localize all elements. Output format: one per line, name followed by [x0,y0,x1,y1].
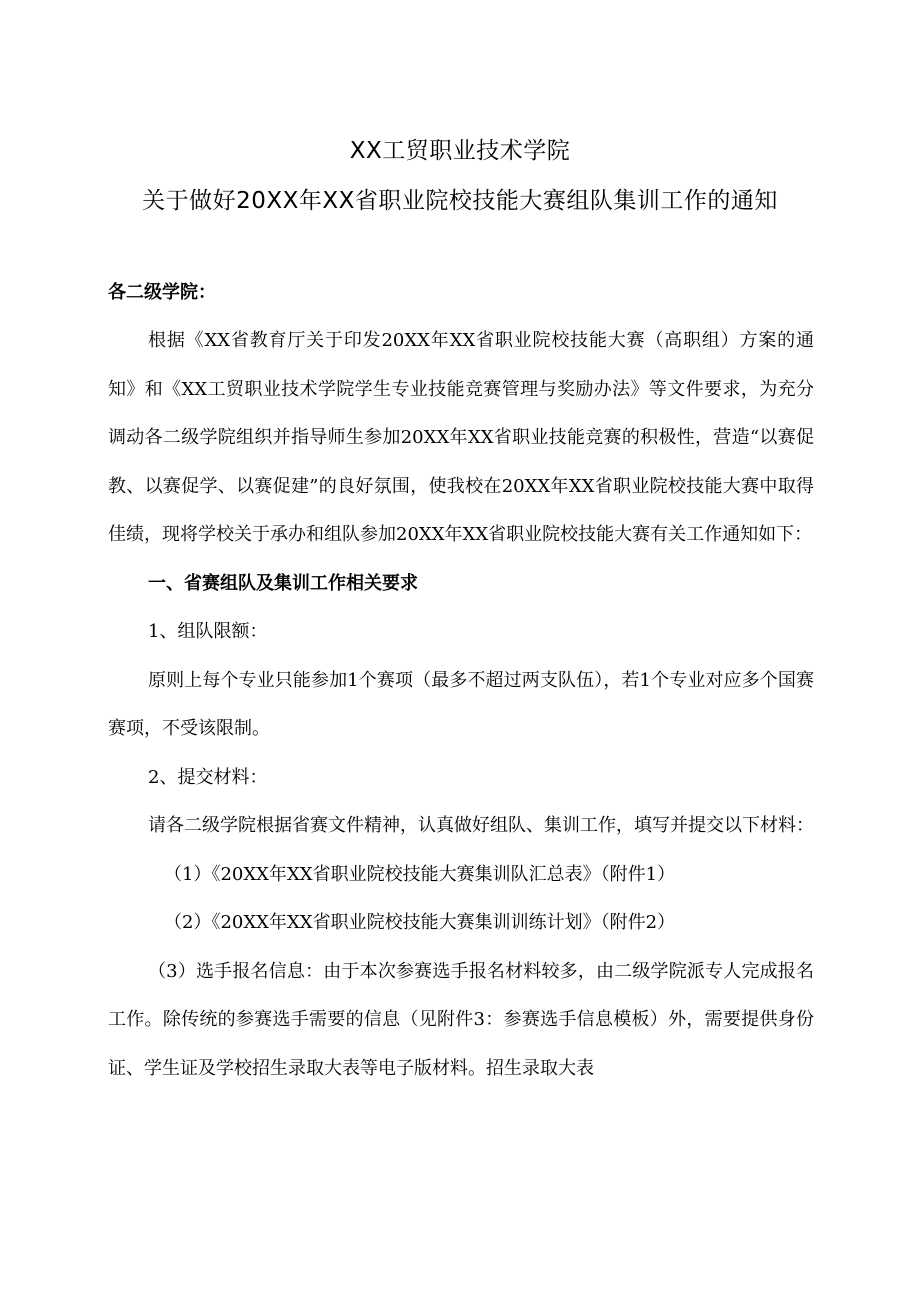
material-item-2: （2）《20XX年XX省职业院校技能大赛集训训练计划》（附件2） [164,912,676,933]
item-title-team-quota: 1、组队限额： [148,621,268,642]
item-text-materials: 请各二级学院根据省赛文件精神，认真做好组队、集训工作，填写并提交以下材料： [148,815,814,836]
material-item-1: （1）《20XX年XX省职业院校技能大赛集训队汇总表》（附件1） [164,863,676,885]
document-title-institution: XX工贸职业技术学院 [349,138,571,164]
section-heading: 一、省赛组队及集训工作相关要求 [148,572,418,594]
item-text-team-quota: 原则上每个专业只能参加1个赛项（最多不超过两支队伍），若1个专业对应多个国赛赛项，不受该限制。 [108,669,814,739]
intro-paragraph: 根据《XX省教育厅关于印发20XX年XX省职业院校技能大赛（高职组）方案的通知》和《XX工贸职业技术学院学生专业技能竞赛管理与奖励办法》等文件要求，为充分调动各二级学院组织并指导师生参加20XX年XX省职业技能竞赛的积极性，营造“以赛促教、以赛促学、以赛促建”的良好氛围，使我校在20XX年XX省职业院校技能大赛中取得佳绩，现将学校关于承办和组队参加20XX年XX省职业院校技能大赛有关工作通知如下： [108,330,814,545]
item-title-materials: 2、提交材料： [148,766,268,788]
salutation: 各二级学院： [108,282,216,303]
material-item-3: （3）选手报名信息：由于本次参赛选手报名材料较多，由二级学院派专人完成报名工作。除传统的参赛选手需要的信息（见附件3：参赛选手信息模板）外，需要提供身份证、学生证及学校招生录取大表等电子版材料。招生录取大表 [108,960,814,1079]
document-title-notice: 关于做好20XX年XX省职业院校技能大赛组队集训工作的通知 [142,188,778,214]
document-body [108,317,814,1093]
